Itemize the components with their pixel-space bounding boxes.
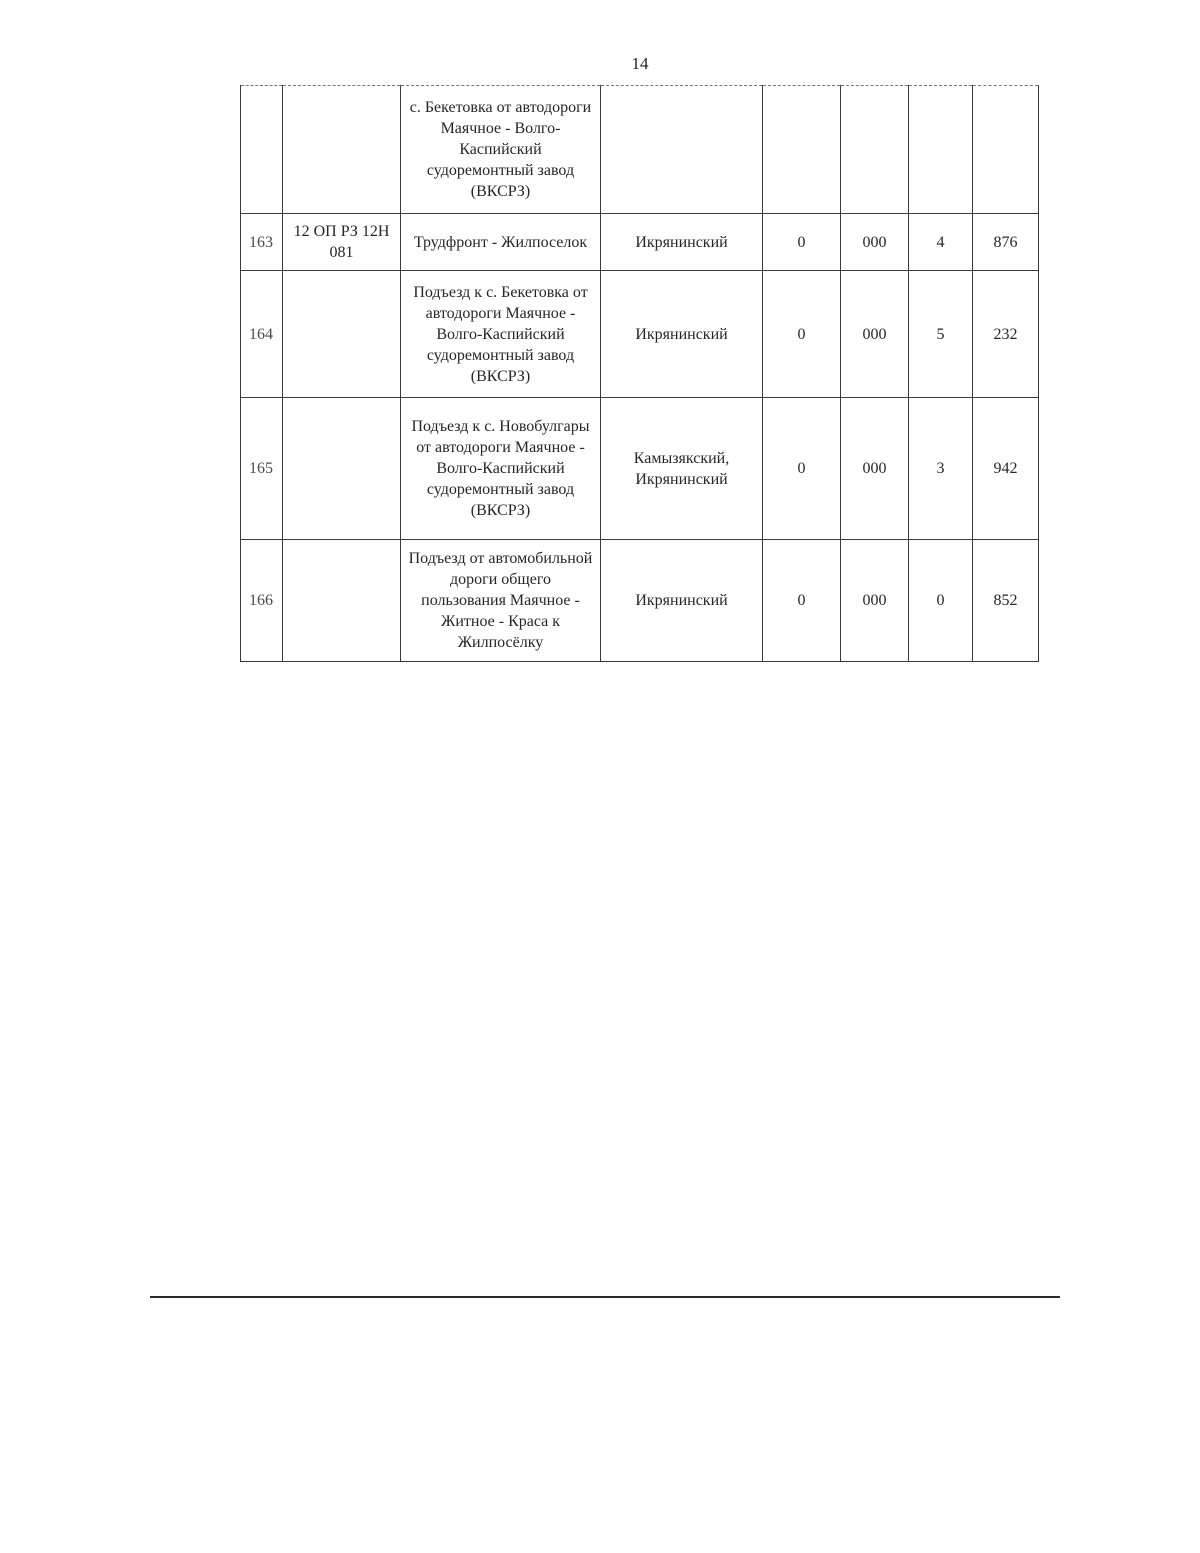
- start-km-cell: 0: [763, 214, 841, 271]
- start-m-cell: 000: [841, 271, 909, 398]
- row-number-cell: 164: [241, 271, 283, 398]
- road-name-cell: Подъезд к с. Новобулгары от автодороги Маячное - Волго-Каспийский судоремонтный завод (ВКСРЗ): [401, 398, 601, 540]
- road-code-cell: [283, 398, 401, 540]
- start-km-cell: [763, 86, 841, 214]
- start-km-cell: 0: [763, 398, 841, 540]
- table-row: [241, 398, 1039, 540]
- length-m-cell: 942: [973, 398, 1039, 540]
- length-km-cell: [909, 86, 973, 214]
- footer-divider: [150, 1296, 1060, 1298]
- road-code-cell: 12 ОП РЗ 12Н 081: [283, 214, 401, 271]
- district-cell: Камызякский, Икрянинский: [601, 398, 763, 540]
- table-row: [241, 271, 1039, 398]
- row-number-cell: 163: [241, 214, 283, 271]
- road-name-cell: с. Бекетовка от автодороги Маячное - Волго-Каспийский судоремонтный завод (ВКСРЗ): [401, 86, 601, 214]
- length-km-cell: 3: [909, 398, 973, 540]
- length-km-cell: 4: [909, 214, 973, 271]
- start-m-cell: 000: [841, 540, 909, 662]
- district-cell: Икрянинский: [601, 271, 763, 398]
- start-m-cell: [841, 86, 909, 214]
- roads-table: [240, 85, 1039, 662]
- district-cell: [601, 86, 763, 214]
- start-km-cell: 0: [763, 271, 841, 398]
- length-m-cell: 232: [973, 271, 1039, 398]
- start-m-cell: 000: [841, 398, 909, 540]
- start-m-cell: 000: [841, 214, 909, 271]
- table-row: [241, 86, 1039, 214]
- table-row: [241, 540, 1039, 662]
- row-number-cell: 165: [241, 398, 283, 540]
- table-row: [241, 214, 1039, 271]
- district-cell: Икрянинский: [601, 540, 763, 662]
- district-cell: Икрянинский: [601, 214, 763, 271]
- road-code-cell: [283, 540, 401, 662]
- row-number-cell: [241, 86, 283, 214]
- start-km-cell: 0: [763, 540, 841, 662]
- page-number: 14: [631, 54, 649, 73]
- road-code-cell: [283, 271, 401, 398]
- length-km-cell: 5: [909, 271, 973, 398]
- road-name-cell: Трудфронт - Жилпоселок: [401, 214, 601, 271]
- length-m-cell: 876: [973, 214, 1039, 271]
- length-m-cell: [973, 86, 1039, 214]
- row-number-cell: 166: [241, 540, 283, 662]
- length-km-cell: 0: [909, 540, 973, 662]
- road-name-cell: Подъезд к с. Бекетовка от автодороги Маячное - Волго-Каспийский судоремонтный завод (ВКСРЗ): [401, 271, 601, 398]
- road-code-cell: [283, 86, 401, 214]
- length-m-cell: 852: [973, 540, 1039, 662]
- road-name-cell: Подъезд от автомобильной дороги общего пользования Маячное - Житное - Краса к Жилпосёлку: [401, 540, 601, 662]
